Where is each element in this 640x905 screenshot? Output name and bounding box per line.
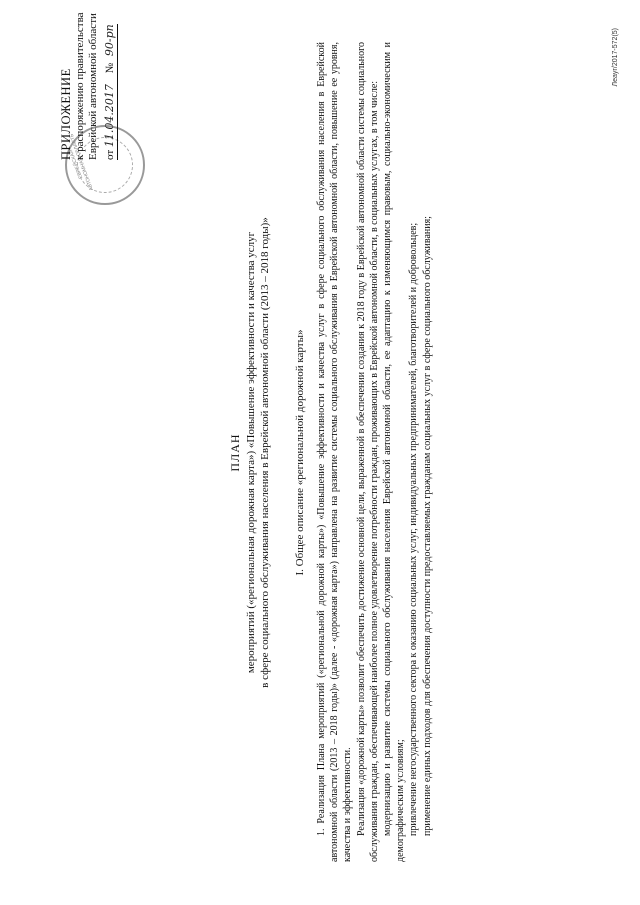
body-text bbox=[315, 42, 434, 862]
paragraph: применение единых подходов для обеспечения доступности предоставляемых гражданам социальных услуг в сфере социального обслуживания; bbox=[421, 216, 433, 836]
paragraph: 1. Реализация Плана мероприятий («региональной дорожной карты») «Повышение эффективности и качества услуг в сфере социального обслуживания населения в Еврейской автономной области (2013 – 2018 годы)» (далее - «дорожная карта») направлена на развитие системы социального обслуживания в Еврейской автономной области, повышение ее уровня, качества и эффективности. bbox=[316, 42, 354, 862]
number-label: № bbox=[103, 62, 116, 74]
appendix-title: ПРИЛОЖЕНИЕ bbox=[59, 68, 73, 160]
plan-heading: ПЛАН bbox=[228, 433, 242, 472]
handwritten-number: 90-рп bbox=[102, 24, 116, 57]
paragraph: Реализация «дорожной карты» позволит обеспечить достижение основной цели, выраженной в обеспечении создания к 2018 году в Еврейской автономной области системы социального обслуживания граждан, обеспечивающей наиболее полное удовлетворение потребности граждан, проживающих в Еврейской автономной области, в социальных услугах, в том числе: bbox=[355, 42, 380, 862]
paragraph: модернизацию и развитие системы социального обслуживания населения Еврейской автономной области, ее адаптацию к изменяющимся правовым, социально-экономическим и демографическим условиям; bbox=[382, 42, 407, 862]
paragraph: привлечение негосударственного сектора к оказанию социальных услуг, индивидуальных предпринимателей, благотворителей и добровольцев; bbox=[408, 222, 420, 836]
seal-lettering: ЕВРЕЙСКАЯ АВТОНОМНАЯ ОБЛАСТЬ bbox=[68, 132, 95, 192]
date-prefix: от bbox=[103, 149, 116, 160]
handwritten-date: 11.04.2017 bbox=[102, 84, 116, 148]
appendix-line-1: к распоряжению правительства bbox=[73, 12, 86, 160]
footer-document-code: Леауг/2017-572(5) bbox=[612, 28, 619, 87]
plan-title-line-2: в сфере социального обслуживания населения в Еврейской автономной области (2013 – 2018 годы)» bbox=[259, 217, 271, 688]
section-heading: I. Общее описание «региональной дорожной карты» bbox=[294, 329, 306, 576]
appendix-date-line bbox=[103, 24, 119, 160]
plan-title-block bbox=[228, 0, 272, 905]
appendix-line-2: Еврейской автономной области bbox=[87, 13, 99, 160]
appendix-block bbox=[59, 12, 118, 160]
plan-title-line-1: мероприятий («региональная дорожная карта») «Повышение эффективности и качества услуг bbox=[245, 231, 257, 674]
